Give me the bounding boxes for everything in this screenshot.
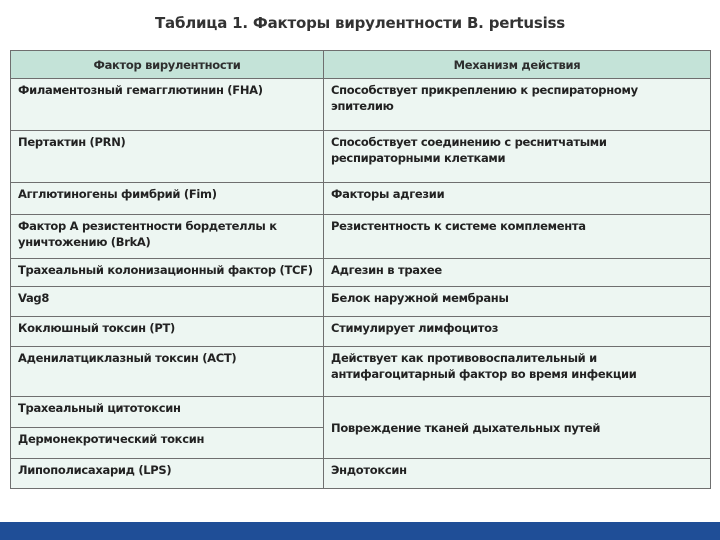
mechanism-cell: Белок наружной мембраны xyxy=(324,287,711,317)
mechanism-cell: Резистентность к системе комплемента xyxy=(324,215,711,259)
table-row xyxy=(11,287,711,317)
factor-cell: Агглютиногены фимбрий (Fim) xyxy=(11,183,324,215)
mechanism-cell: Факторы адгезии xyxy=(324,183,711,215)
page-title: Таблица 1. Факторы вирулентности B. pertusiss xyxy=(154,14,565,32)
factor-cell: Липополисахарид (LPS) xyxy=(11,459,324,489)
virulence-factors-table xyxy=(10,50,711,489)
table-row xyxy=(11,259,711,287)
factor-cell: Пертактин (PRN) xyxy=(11,131,324,183)
table-row xyxy=(11,397,711,428)
table-row xyxy=(11,183,711,215)
mechanism-cell: Эндотоксин xyxy=(324,459,711,489)
table-header-row xyxy=(11,51,711,79)
factor-cell: Дермонекротический токсин xyxy=(11,428,324,459)
mechanism-cell: Действует как противовоспалительный и антифагоцитарный фактор во время инфекции xyxy=(324,347,711,397)
factor-cell: Филаментозный гемагглютинин (FHA) xyxy=(11,79,324,131)
table-row xyxy=(11,79,711,131)
table-row xyxy=(11,131,711,183)
mechanism-cell: Стимулирует лимфоцитоз xyxy=(324,317,711,347)
factor-cell: Аденилатциклазный токсин (ACT) xyxy=(11,347,324,397)
factor-cell: Трахеальный цитотоксин xyxy=(11,397,324,428)
factor-cell: Трахеальный колонизационный фактор (TCF) xyxy=(11,259,324,287)
mechanism-cell: Способствует прикреплению к респираторному эпителию xyxy=(324,79,711,131)
factor-cell: Фактор А резистентности бордетеллы к уничтожению (BrkA) xyxy=(11,215,324,259)
table-row xyxy=(11,347,711,397)
bottom-bar xyxy=(0,522,720,540)
factor-cell: Коклюшный токсин (PT) xyxy=(11,317,324,347)
mechanism-cell: Способствует соединению с реснитчатыми респираторными клетками xyxy=(324,131,711,183)
table-row xyxy=(11,317,711,347)
column-header-factor: Фактор вирулентности xyxy=(11,51,324,79)
mechanism-cell: Повреждение тканей дыхательных путей xyxy=(324,397,711,459)
table-row xyxy=(11,459,711,489)
factor-cell: Vag8 xyxy=(11,287,324,317)
mechanism-cell: Адгезин в трахее xyxy=(324,259,711,287)
column-header-mechanism: Механизм действия xyxy=(324,51,711,79)
table-row xyxy=(11,215,711,259)
